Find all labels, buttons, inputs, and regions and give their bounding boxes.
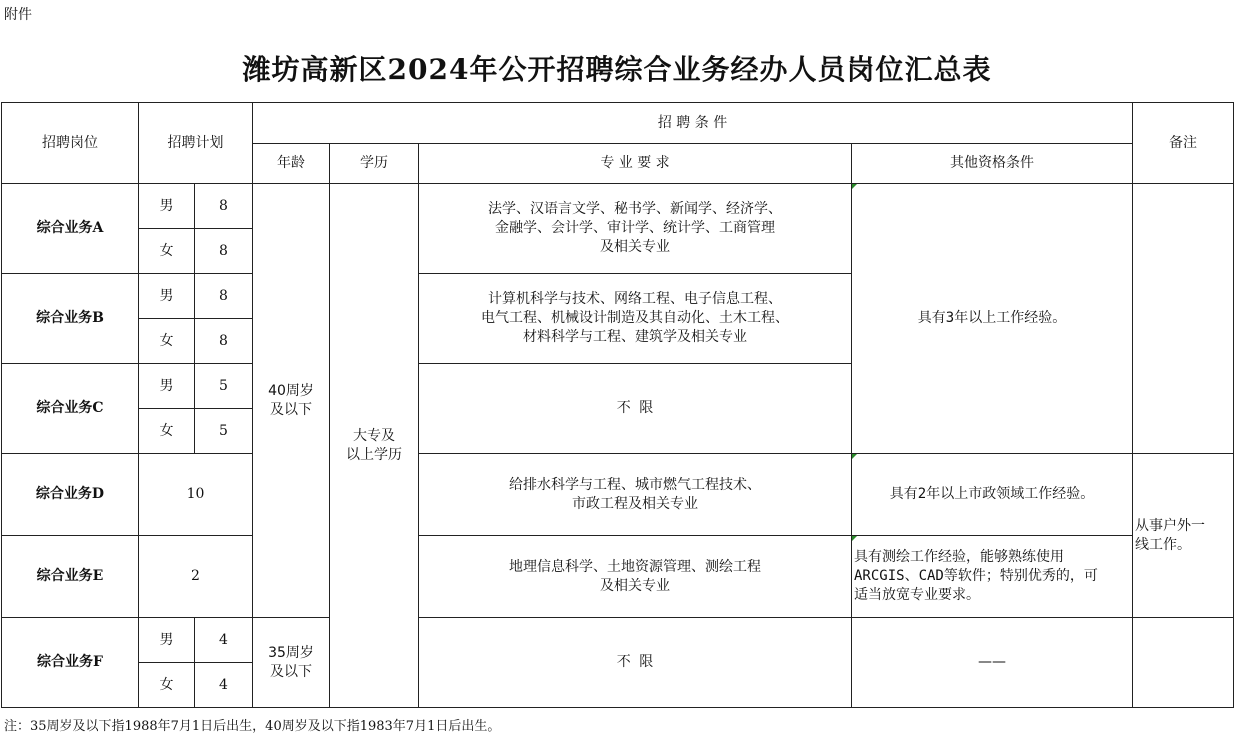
gender-label: 女	[139, 663, 195, 708]
header-other: 其他资格条件	[852, 144, 1133, 184]
gender-label: 男	[139, 618, 195, 663]
plan-count: 5	[195, 364, 253, 409]
major-cell: 法学、汉语言文学、秘书学、新闻学、经济学、 金融学、会计学、审计学、统计学、工商管理 及相关专业	[419, 184, 852, 274]
header-education: 学历	[330, 144, 419, 184]
plan-count: 8	[195, 184, 253, 229]
plan-count: 4	[195, 618, 253, 663]
gender-label: 女	[139, 229, 195, 274]
other-qualification-cell: ——	[852, 618, 1133, 708]
header-major: 专 业 要 求	[419, 144, 852, 184]
major-cell: 地理信息科学、土地资源管理、测绘工程 及相关专业	[419, 536, 852, 618]
education-cell: 大专及 以上学历	[330, 184, 419, 708]
gender-label: 男	[139, 184, 195, 229]
other-qualification-cell: 具有测绘工作经验，能够熟练使用 ARCGIS、CAD等软件；特别优秀的，可 适当放宽专业要求。	[852, 536, 1133, 618]
recruitment-table	[1, 102, 1234, 708]
major-cell: 给排水科学与工程、城市燃气工程技术、 市政工程及相关专业	[419, 454, 852, 536]
header-conditions: 招 聘 条 件	[253, 103, 1133, 144]
position-name: 综合业务F	[2, 618, 139, 708]
age-cell: 35周岁 及以下	[253, 618, 330, 708]
gender-label: 男	[139, 364, 195, 409]
remark-cell	[1133, 618, 1234, 708]
gender-label: 男	[139, 274, 195, 319]
gender-label: 女	[139, 319, 195, 364]
plan-count: 4	[195, 663, 253, 708]
remark-cell	[1133, 184, 1234, 454]
position-name: 综合业务D	[2, 454, 139, 536]
major-cell: 计算机科学与技术、网络工程、电子信息工程、 电气工程、机械设计制造及其自动化、土木工程、 材料科学与工程、建筑学及相关专业	[419, 274, 852, 364]
position-name: 综合业务B	[2, 274, 139, 364]
attachment-label: 附件	[4, 7, 32, 23]
position-name: 综合业务A	[2, 184, 139, 274]
major-cell: 不 限	[419, 618, 852, 708]
remark-cell: 从事户外一 线工作。	[1133, 454, 1234, 618]
other-qualification-cell: 具有3年以上工作经验。	[852, 184, 1133, 454]
header-remark: 备注	[1133, 103, 1234, 184]
header-age: 年龄	[253, 144, 330, 184]
position-name: 综合业务E	[2, 536, 139, 618]
plan-count: 8	[195, 274, 253, 319]
gender-label: 女	[139, 409, 195, 454]
plan-count: 5	[195, 409, 253, 454]
page-title: 潍坊高新区2024年公开招聘综合业务经办人员岗位汇总表	[242, 53, 992, 86]
age-cell: 40周岁 及以下	[253, 184, 330, 618]
plan-count: 8	[195, 319, 253, 364]
header-plan: 招聘计划	[139, 103, 253, 184]
plan-count: 8	[195, 229, 253, 274]
position-name: 综合业务C	[2, 364, 139, 454]
other-qualification-cell: 具有2年以上市政领域工作经验。	[852, 454, 1133, 536]
plan-count: 2	[139, 536, 253, 618]
plan-count: 10	[139, 454, 253, 536]
major-cell: 不 限	[419, 364, 852, 454]
header-position: 招聘岗位	[2, 103, 139, 184]
footnote: 注：35周岁及以下指1988年7月1日后出生，40周岁及以下指1983年7月1日后出生。	[4, 719, 501, 734]
